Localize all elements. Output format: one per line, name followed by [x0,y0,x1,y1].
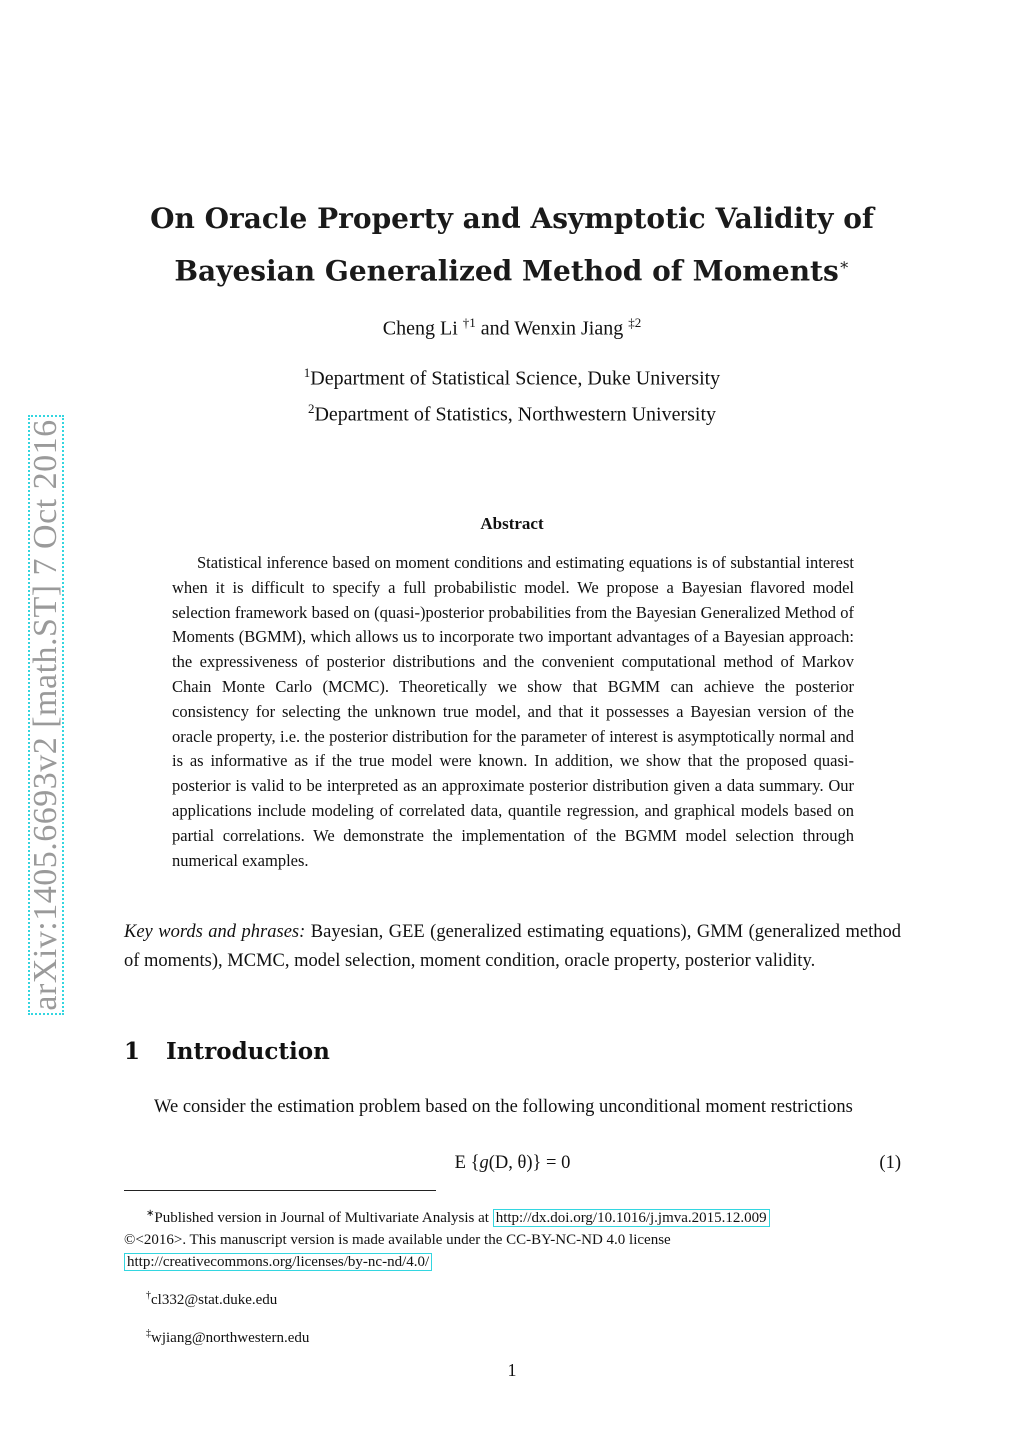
footnote-publication [124,1203,904,1273]
footnote-mark-email-2: ‡ [146,1328,151,1339]
equation-body [124,1153,901,1174]
keywords-text: Bayesian, GEE (generalized estimating equations), GMM (generalized method of moments), MCMC, model selection, moment condition, oracle property, posterior validity. [124,922,901,971]
footnote-mark-email-1: † [146,1290,151,1301]
section-title: Introduction [166,1038,330,1065]
author-mark-2: ‡2 [628,315,642,330]
author-name-1: Cheng Li [382,317,458,340]
email-2-text: wjiang@northwestern.edu [151,1330,310,1346]
footnote-divider [124,1190,436,1191]
affiliation-text-2: Department of Statistics, Northwestern University [314,403,717,426]
arxiv-identifier: arXiv:1405.6693v2 [math.ST] 7 Oct 2016 [27,419,64,1011]
title-footnote-mark: ∗ [838,255,850,274]
affiliation-mark-1: 1 [303,365,311,380]
doi-link[interactable]: http://dx.doi.org/10.1016/j.jmva.2015.12.009 [493,1209,770,1227]
title-line-1: On Oracle Property and Asymptotic Validity of [150,202,874,235]
author-name-2: Wenxin Jiang [514,317,624,340]
title-line-2-text: Bayesian Generalized Method of Moments [174,254,839,288]
equation-1 [124,1153,901,1181]
equation-args: (D, θ) [488,1153,533,1173]
author-mark-1: †1 [462,315,476,330]
footnote-email-2 [124,1323,904,1349]
paper-title [120,196,904,294]
footnote-publication-text: Published version in Journal of Multivariate Analysis at [154,1210,489,1226]
author-list [120,310,904,342]
section-number: 1 [124,1038,141,1065]
footnote-license-text: ©<2016>. This manuscript version is made available under the CC-BY-NC-ND 4.0 license [124,1232,671,1248]
affiliation-2 [120,394,904,430]
affiliation-1 [120,358,904,394]
arxiv-sidebar-stamp[interactable] [28,415,64,1015]
author-conjunction: and [480,317,510,340]
email-1-text: cl332@stat.duke.edu [151,1292,278,1308]
footnote-spacer [124,1273,904,1285]
keywords-paragraph [124,918,901,975]
equation-number: (1) [879,1153,901,1173]
equation-prefix: E { [454,1153,480,1173]
equation-rhs: } = 0 [532,1153,571,1173]
title-line-2 [120,242,904,294]
abstract-text: Statistical inference based on moment conditions and estimating equations is of substantial interest when it is difficult to specify a full probabilistic model. We propose a Bayesian flavored model selection framework based on (quasi-)posterior probabilities from the Bayesian Generalized Method of Moments (BGMM), which allows us to incorporate two important advantages of a Bayesian approach: the expressiveness of posterior distributions and the convenient computational method of Markov Chain Monte Carlo (MCMC). Theoretically we show that BGMM can achieve the posterior consistency for selecting the unknown true model, and that it possesses a Bayesian version of the oracle property, i.e. the posterior distribution for the parameter of interest is asymptotically normal and is as informative as if the true model were known. In addition, we show that the proposed quasi-posterior is valid to be interpreted as an approximate posterior distribution given a data summary. Our applications include modeling of correlated data, quantile regression, and graphical models based on partial correlations. We demonstrate the implementation of the BGMM model selection through numerical examples. [172,553,854,870]
keywords-label: Key words and phrases: [124,922,306,942]
footnote-mark-publication: ∗ [146,1208,155,1219]
affiliation-text-1: Department of Statistical Science, Duke University [310,367,721,390]
footnote-email-1 [124,1285,904,1311]
intro-paragraph: We consider the estimation problem based on the following unconditional moment restrictions [154,1097,853,1117]
equation-function: g [479,1153,489,1173]
section-heading [124,1038,330,1065]
affiliations [120,358,904,429]
page-number: 1 [507,1360,517,1380]
license-link[interactable]: http://creativecommons.org/licenses/by-nc-nd/4.0/ [124,1253,432,1271]
footnotes [124,1203,904,1349]
footnote-spacer-2 [124,1311,904,1323]
affiliation-mark-2: 2 [307,400,315,416]
abstract-heading: Abstract [480,514,544,533]
